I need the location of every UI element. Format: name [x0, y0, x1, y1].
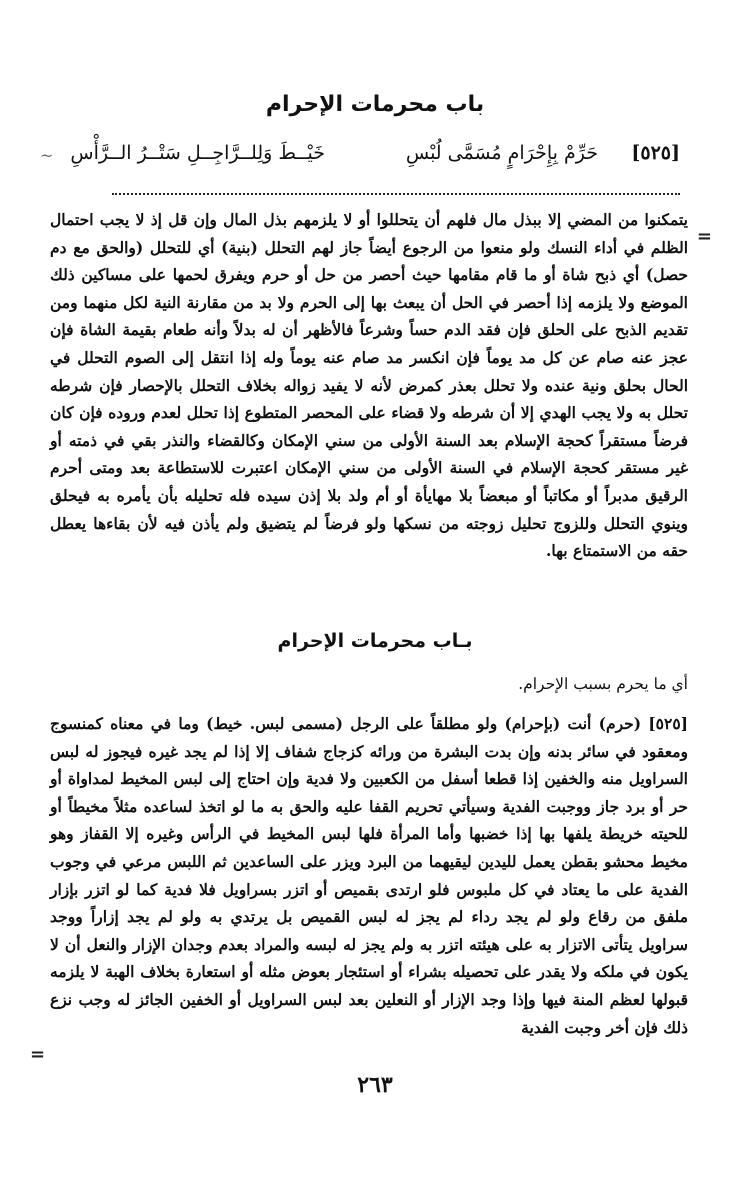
- chapter-heading: باب محرمات الإحرام: [265, 92, 485, 117]
- verse-number: [٥٢٥]: [631, 142, 680, 164]
- commentary-block-previous: يتمكنوا من المضي إلا ببذل مال فلهم أن يتحللوا أو لا يلزمهم بذل المال وإن قل إذ لا يجب احتمال الظلم في أداء النسك ولو منعوا من الرجوع أيضاً جاز لهم التحلل (بنية) أي للتحلل (والحق مع دم حصل) أي ذبح شاة أو ما قام مقامها حيث أحصر من حل أو حرم ويفرق لحمها على مساكين ذلك الموضع ولا يلزمه إذا أحصر في الحل أن يبعث بها إلى الحرم ولا بد من مقارنة النية لكل منهما ومن تقديم الذبح على الحلق فإن فقد الدم حساً وشرعاً فالأظهر أن له بدلاً وأنه طعام بقيمة الشاة فإن عجز عنه صام عن كل مد يوماً فإن انكسر مد صام عنه يوماً وله إذا انتقل إلى الصوم التحلل في الحال بحلق ونية عنده ولا تحلل بعذر كمرض لأنه لا يفيد زواله بخلاف التحلل بالإحصار فإن شرطه تحلل به ولا يجب الهدي إلا أن شرطه ولا قضاء على المحصر المتطوع إذا تحلل لعدم وروده فإن كان فرضاً مستقراً كحجة الإسلام بعد السنة الأولى من سني الإمكان وكالقضاء والنذر بقي في ذمته أو غير مستقر كحجة الإسلام في السنة الأولى من سني الإمكان اعتبرت للاستطاعة بعد ومتى أحرم الرقيق مدبراً أو مكاتباً أو مبعضاً بلا مهايأة أو أم ولد بلا إذن سيده فله تحليله بأن يأمره به فيحلق وينوي التحلل وللزوج تحليل زوجته من نسكها ولو فرضاً لم يتضيق ولم يأذن فيه لأن بقاءها يعطل حقه من الاستمتاع بها.: [50, 210, 688, 561]
- commentary-block-current: [٥٢٥] (حرم) أنت (بإحرام) ولو مطلقاً على الرجل (مسمى لبس. خيط) وما في معناه كمنسوج ومعقود في سائر بدنه وإن بدت البشرة من ورائه كزجاج شفاف إلا إذا لم يجد غيره فيجوز له لبس السراويل منه والخفين إذا قطعا أسفل من الكعبين ولا فدية وإن احتاج إلى لبس المخيط لمداواة أو حر أو برد جاز ووجبت الفدية وسيأتي تحريم القفا عليه والحق به ما لو اتخذ لساعده مثلاً مخيطاً أو للحيته خريطة يلفها بها إذا خضبها وأما المرأة فلها لبس المخيط في الرأس وغيره إلا القفاز وهو مخيط محشو بقطن يعمل لليدين ليقيهما من البرد ويزر على الساعدين ثم اللبس مرعي في وجوب الفدية على ما يعتاد في كل ملبوس فلو ارتدى بقميص أو اتزر بسراويل فلا فدية كما لو اتزر بإزار ملفق من رقاع ولو لم يجد رداء لم يجز له لبس القميص بل يرتدي به ولو لم يجد إزاراً ووجد سراويل يتأتى الاتزار به على هيئته اتزر به ولم يجز له لبسه والمراد بعدم وجدان الإزار والنعل أن لا يكون في ملكه ولا يقدر على تحصيله بشراء أو استئجار بعوض مثله أو استعارة بخلاف الهبة لا يلزمه قبولها لعظم المنة فيها وإذا وجد الإزار أو النعلين بعد لبس السراويل أو الخفين الجائز له وجب نزع ذلك فإن أخر وجبت الفدية: [50, 714, 688, 1037]
- section-heading: بـاب محرمات الإحرام: [277, 630, 473, 652]
- dotted-separator: [112, 193, 680, 195]
- verse-second-hemistich: خَيْــطَ وَلِلــرَّاجِــلِ سَتْــرُ الــرَّأْسِ: [70, 142, 325, 164]
- ornament-swirl-icon: ~: [40, 146, 54, 165]
- continuation-mark-top: =: [696, 226, 712, 247]
- continuation-mark-bottom: =: [30, 1044, 46, 1065]
- page-number: ٢٦٣: [357, 1072, 393, 1098]
- poem-verse: [40, 140, 680, 180]
- intro-line: أي ما يحرم بسبب الإحرام.: [518, 675, 688, 693]
- verse-first-hemistich: حَرِّمْ بِإِحْرَامٍ مُسَمَّى لُبْسِ: [405, 142, 598, 164]
